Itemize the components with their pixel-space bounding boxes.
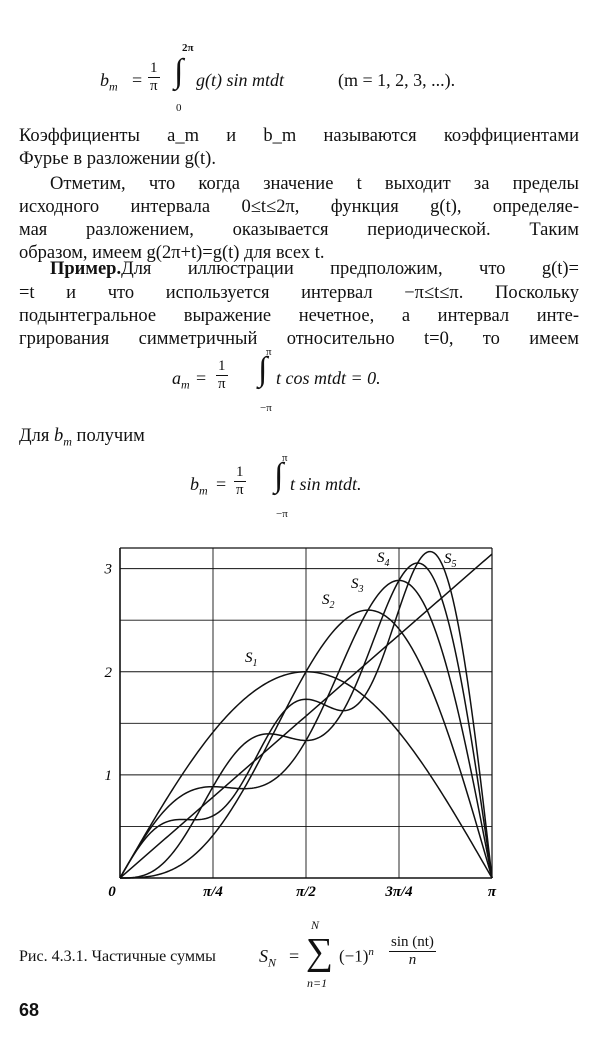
- x-tick-label: 3π/4: [385, 884, 413, 900]
- text-line: мая разложением, оказывается периодической. Таким: [19, 220, 579, 240]
- x-tick-label: π: [487, 884, 497, 900]
- y-tick-label: 1: [104, 767, 112, 784]
- formula-am: $a_m$ = $\frac{1}{\pi}$ ∫ π −π t cos mtdt = 0.: [172, 346, 381, 414]
- example-label: Пример.: [50, 259, 122, 279]
- text-line: =t и что используется интервал −π≤t≤π. Поскольку: [19, 283, 579, 303]
- text-line: Коэффициенты a_m и b_m называются коэффициентами: [19, 126, 579, 146]
- text-line: исходного интервала 0≤t≤2π, функция g(t), определяе-: [19, 197, 579, 217]
- x-tick-labels: [108, 884, 497, 900]
- text-line: Отметим, что когда значение t выходит за пределы: [50, 174, 579, 194]
- x-tick-label: π/4: [203, 884, 223, 900]
- formula-bm-fourier: $b_m$ = $\frac{1}{\pi}$ ∫ 2π 0 g(t) sin mtdt (m = 1, 2, 3, ...).: [100, 42, 456, 114]
- x-tick-label: π/2: [296, 884, 316, 900]
- curve-label-s1: $S_1$: [245, 650, 258, 669]
- curve-label-s3: $S_3$: [351, 576, 364, 595]
- y-tick-label: 3: [104, 561, 112, 578]
- formula-bm: $b_m$ = $\frac{1}{\pi}$ ∫ π −π t sin mtdt.: [190, 452, 362, 520]
- curve-labels: [245, 550, 457, 669]
- figure-caption: Рис. 4.3.1. Частичные суммы $S_N$ = N ∑ n=1 $(-1)^n$ $\frac{\sin (nt)}{n}$: [19, 918, 434, 990]
- curve-label-s4: $S_4$: [377, 550, 390, 569]
- y-tick-label: 2: [104, 664, 112, 681]
- text-line: Фурье в разложении g(t).: [19, 149, 216, 169]
- text-line: подынтегральное выражение нечетное, а интервал инте-: [19, 306, 579, 326]
- curve-label-s5: $S_5$: [444, 551, 457, 570]
- paragraph-for-bm: Для $b_m$ получим: [19, 426, 145, 449]
- page-number: 68: [19, 1000, 40, 1020]
- curve-label-s2: $S_2$: [322, 592, 335, 611]
- y-tick-labels: [104, 562, 113, 784]
- text-line: образом, имеем g(2π+t)=g(t) для всех t.: [19, 243, 325, 263]
- text-line: Для иллюстрации предположим, что g(t)=: [121, 259, 579, 279]
- text-line: грирования симметричный относительно t=0, то имеем: [19, 329, 579, 349]
- x-tick-label: 0: [108, 884, 116, 900]
